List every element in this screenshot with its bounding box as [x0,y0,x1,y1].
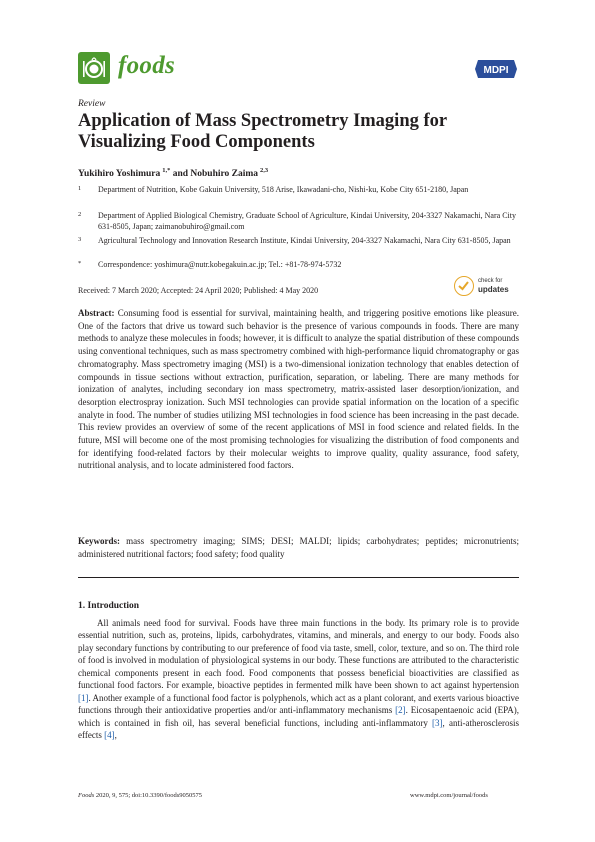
body-text-segment: , [114,730,117,741]
affiliation-text: Agricultural Technology and Innovation Research Institute, Kindai University, 204-3327 Nakamachi, Nara City 631-8505, Japan [98,236,511,245]
body-text-segment: . Eicosapentaenoic acid (EPA), which is contained in fish oil, has several beneficial functions, including anti-inflammatory [78,705,519,728]
affiliation-number: * [78,260,82,267]
abstract-label: Abstract: [78,308,115,318]
abstract [78,307,519,472]
keywords [78,535,519,560]
footer-citation-text: 2020, 9, 575; doi:10.3390/foods9050575 [94,792,203,799]
affiliation-number: 2 [78,211,82,218]
check-updates-icon [454,276,474,296]
body-text-segment: . Another example of a functional food factor is polyphenols, which act as a plant colorant, and exerts various bioactive functions through their antioxidative properties and/or anti-inflammatory mechanisms [78,692,519,716]
author-affiliation-marker: 2,3 [259,167,269,174]
body-text-segment: All animals need food for survival. Foods have three main functions in the body. Its primary role is to provide essential nutrition, such as, proteins, lipids, carbohydrates, vitamins, and minerals, and energy to our body. Foods also play secondary functions by contributing to our preference of food via taste, smell, color, texture, and so on. The third role of food is involved in modulation of physiological systems in our body. These functions are attributed to the characteristic chemical components present in each food. Food components that possess beneficial bioactivities are classified as functional food factors. For example, bioactive peptides in fermented milk have been shown to act against hypertension [78,618,519,691]
body-text-segment: , anti-atherosclerosis effects [78,717,519,741]
article-title: Application of Mass Spectrometry Imaging for Visualizing Food Components [78,111,447,152]
footer-citation [78,792,202,799]
affiliation-number: 1 [78,185,82,192]
check-updates-line2: updates [478,285,509,294]
citation-link[interactable]: [4] [104,730,115,741]
check-for-updates-button[interactable] [454,276,526,298]
journal-name: foods [118,52,176,79]
author-list [78,167,268,179]
author-affiliation-marker: 1,* [162,167,171,174]
affiliation-text: Department of Nutrition, Kobe Gakuin University, 518 Arise, Ikawadani-cho, Nishi-ku, Kobe City 651-2180, Japan [98,185,469,194]
journal-logo-icon [78,52,110,84]
article-type: Review [78,99,106,109]
svg-text:MDPI: MDPI [483,65,509,76]
keywords-text: mass spectrometry imaging; SIMS; DESI; MALDI; lipids; carbohydrates; peptides; micronutrients; administered nutritional factors; food safety; food quality [78,536,519,559]
citation-link[interactable]: [3] [432,717,443,728]
footer-journal: Foods [78,792,95,799]
author-joiner: and [170,169,191,180]
footer-url[interactable]: www.mdpi.com/journal/foods [410,792,488,799]
affiliation-number: 3 [78,236,82,243]
divider [78,577,519,578]
section-heading: 1. Introduction [78,601,140,611]
author-name: Nobuhiro Zaima [190,169,259,180]
check-updates-line1: check for [478,278,503,284]
keywords-label: Keywords: [78,536,120,546]
author-name: Yukihiro Yoshimura [78,169,161,180]
publication-dates: Received: 7 March 2020; Accepted: 24 April 2020; Published: 4 May 2020 [78,286,319,295]
mdpi-logo-icon [474,57,518,81]
section-body [78,617,519,742]
citation-link[interactable]: [2] [395,705,406,716]
citation-link[interactable]: [1] [78,692,89,703]
affiliation-text: Department of Applied Biological Chemistry, Graduate School of Agriculture, Kindai University, 204-3327 Nakamachi, Nara City 631-8505, Japan; zaimanobuhiro@gmail.com [98,211,516,231]
abstract-text: Consuming food is essential for survival, maintaining health, and triggering positive emotions like pleasure. One of the factors that drive us toward such behavior is the presence of various compounds in foods. There are many methods to analyze these molecules in foods; however, it is difficult to analyze the spatial distribution of these compounds using conventional techniques, such as mass spectrometry combined with high-performance liquid chromatography or gas chromatography. Mass spectrometry imaging (MSI) is a two-dimensional ionization technology that enables detection of compounds in tissue sections without extraction, purification, separation, or labeling. There are many methods for ionization of analytes, including secondary ion mass spectrometry, matrix-assisted laser desorption/ionization, and desorption electrospray ionization. Such MSI technologies can provide spatial information on the location of a specific analyte in food. The number of studies utilizing MSI technologies in food science has been increasing in the past decade. This review provides an overview of some of the recent applications of MSI in food science and related fields. In the future, MSI will become one of the most promising technologies for visualizing the distribution of food components and for identifying food-related factors by their molecular weights to improve quality, quality assurance, food safety, nutritional analysis, and to locate administered food factors. [78,308,519,471]
correspondence-text[interactable]: Correspondence: yoshimura@nutr.kobegakuin.ac.jp; Tel.: +81-78-974-5732 [98,260,342,269]
